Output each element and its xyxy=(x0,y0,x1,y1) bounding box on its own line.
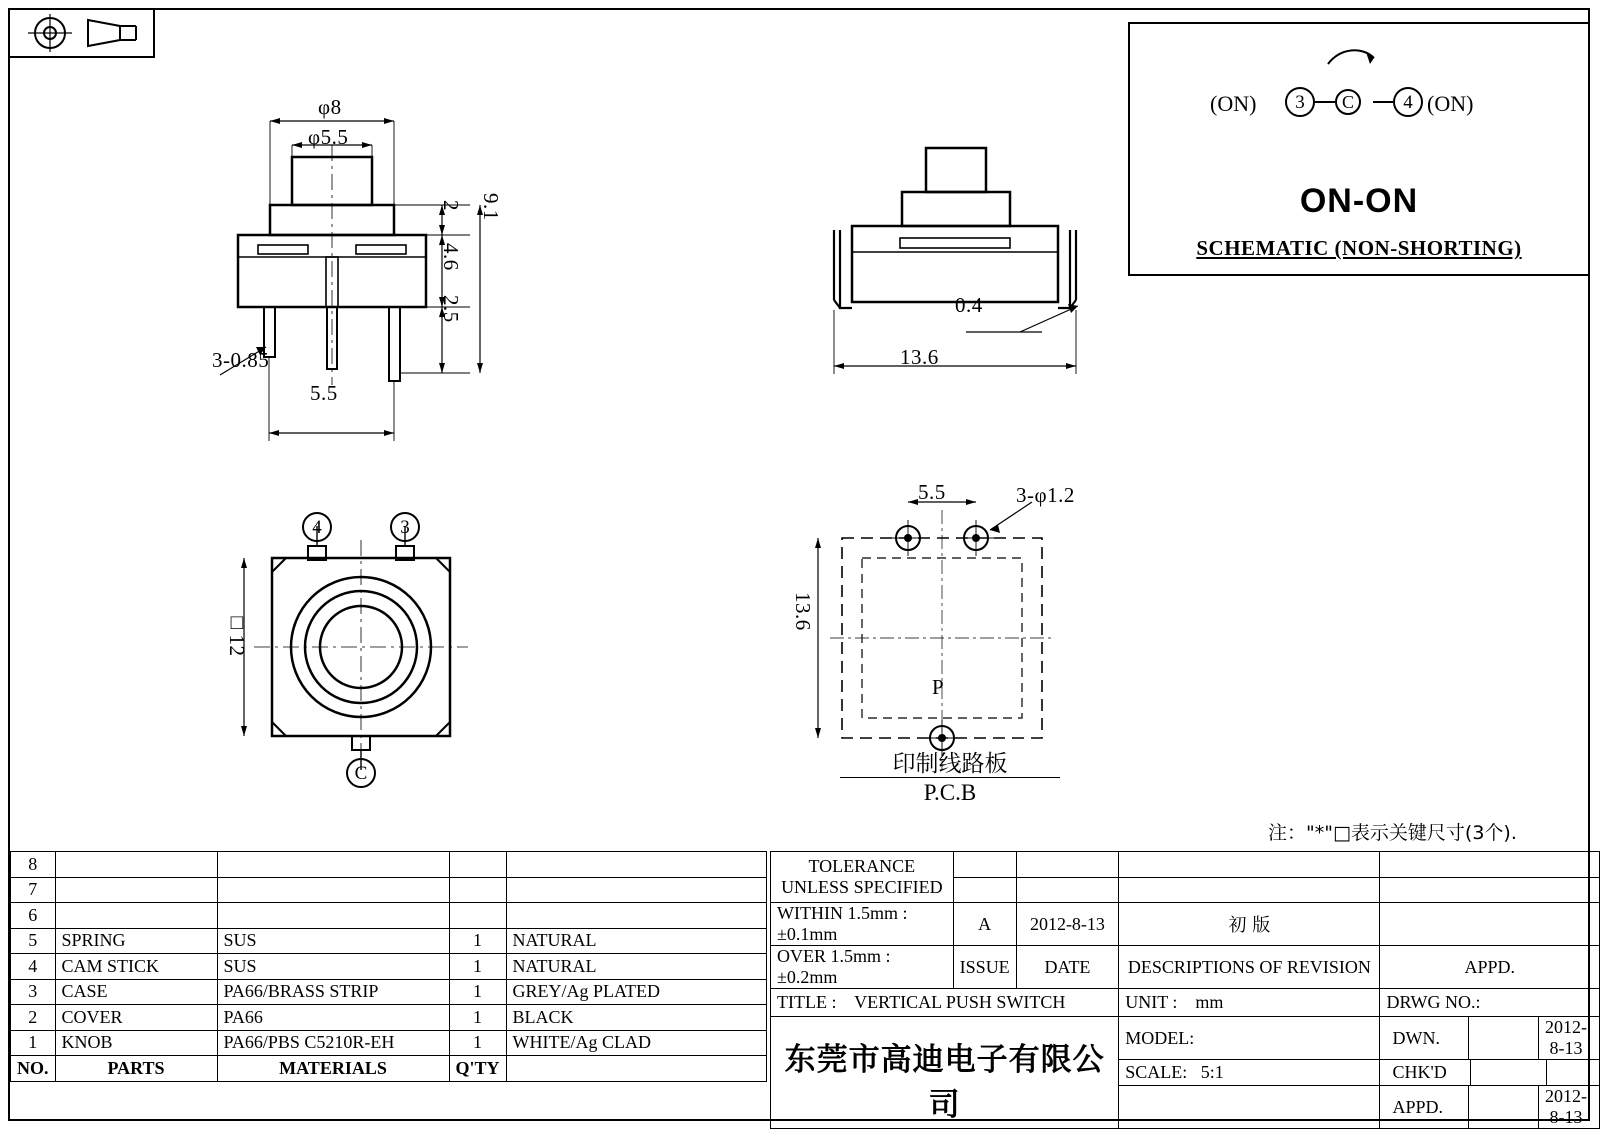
bom-parts: CAM STICK xyxy=(55,954,217,980)
schematic-mode-label: ON-ON xyxy=(1299,182,1419,220)
bom-qty: 1 xyxy=(449,1030,506,1056)
bom-finish: NATURAL xyxy=(506,928,766,954)
schematic-terminal-c xyxy=(1335,89,1361,115)
bottom-view-terminal-c xyxy=(346,758,376,788)
dwn-label: DWN. xyxy=(1386,1017,1468,1059)
bom-parts xyxy=(55,852,217,878)
tolerance-heading xyxy=(771,852,954,903)
date-blank-2 xyxy=(1016,877,1119,903)
titleblock-row xyxy=(771,852,1600,878)
bom-no: 8 xyxy=(11,852,56,878)
bom-qty: 1 xyxy=(449,954,506,980)
date-value: 2012-8-13 xyxy=(1016,903,1119,946)
appd-blank-1 xyxy=(1380,852,1600,878)
titleblock-row xyxy=(771,946,1600,989)
bom-finish: BLACK xyxy=(506,1005,766,1031)
scale-value: 5:1 xyxy=(1200,1062,1224,1082)
front-dim-phi8: φ8 xyxy=(318,95,342,119)
bom-qty: 1 xyxy=(449,928,506,954)
bom-header-materials: MATERIALS xyxy=(217,1056,449,1082)
table-row xyxy=(11,979,767,1005)
bom-parts: CASE xyxy=(55,979,217,1005)
side-view-drawing xyxy=(790,130,1130,450)
table-row xyxy=(11,852,767,878)
dwn-date: 2012-8-13 xyxy=(1545,1017,1587,1058)
drwg-label: DRWG NO.: xyxy=(1386,992,1481,1012)
bom-qty: 1 xyxy=(449,1005,506,1031)
bom-parts xyxy=(55,903,217,929)
date-blank-1 xyxy=(1016,852,1119,878)
issue-label: ISSUE xyxy=(953,946,1016,989)
pcb-label-cn: 印制线路板 xyxy=(892,751,1008,777)
first-angle-projection-icon xyxy=(10,10,153,56)
tolerance-line1: TOLERANCE xyxy=(808,856,916,876)
schematic-terminal-4-label: 4 xyxy=(1403,92,1413,113)
bom-qty xyxy=(449,852,506,878)
bom-materials xyxy=(217,877,449,903)
dwn-row xyxy=(1380,1017,1600,1060)
issue-value: A xyxy=(953,903,1016,946)
date-label: DATE xyxy=(1016,946,1119,989)
bom-finish xyxy=(506,877,766,903)
pcb-dim-height: 13.6 xyxy=(791,592,815,631)
bom-materials: SUS xyxy=(217,928,449,954)
front-dim-phi55: φ5.5 xyxy=(308,125,349,149)
bom-materials: PA66/BRASS STRIP xyxy=(217,979,449,1005)
bottom-view-terminal-c-label: C xyxy=(354,763,368,784)
titleblock-row xyxy=(771,1017,1600,1060)
front-dim-9-1: 9.1 xyxy=(479,193,503,221)
bom-parts: KNOB xyxy=(55,1030,217,1056)
table-row xyxy=(11,928,767,954)
title-block-table xyxy=(770,851,1600,1129)
titleblock-row xyxy=(771,989,1600,1017)
table-row xyxy=(11,1030,767,1056)
title-label: TITLE : xyxy=(777,992,837,1012)
appd2-value xyxy=(1468,1086,1538,1128)
front-dim-2-5: 2.5 xyxy=(439,295,463,323)
revision-blank-1 xyxy=(1119,852,1380,878)
scale-label: SCALE: xyxy=(1125,1062,1188,1082)
dwn-value xyxy=(1468,1017,1538,1059)
unit-value: mm xyxy=(1195,992,1224,1012)
bottom-view-terminal-4 xyxy=(302,512,332,542)
bom-materials xyxy=(217,852,449,878)
bom-materials: PA66/PBS C5210R-EH xyxy=(217,1030,449,1056)
company-cell xyxy=(771,1017,1119,1129)
table-row xyxy=(11,1005,767,1031)
chkd-row xyxy=(1380,1060,1600,1086)
blank-below-scale xyxy=(1119,1086,1380,1129)
bom-header-finish xyxy=(506,1056,766,1082)
table-row xyxy=(11,954,767,980)
bom-header-qty: Q'TY xyxy=(449,1056,506,1082)
bom-no: 7 xyxy=(11,877,56,903)
schematic-symbol xyxy=(1130,24,1588,154)
tolerance-within: WITHIN 1.5mm : ±0.1mm xyxy=(771,903,954,946)
company-name: 东莞市高迪电子有限公司 xyxy=(784,1042,1105,1123)
front-dim-pins: 3-0.85 xyxy=(212,348,270,372)
schematic-terminal-4 xyxy=(1393,87,1423,117)
bom-qty: 1 xyxy=(449,979,506,1005)
bottom-view-terminal-3 xyxy=(390,512,420,542)
pcb-p-mark: P xyxy=(932,675,945,699)
bom-no: 5 xyxy=(11,928,56,954)
unit-cell xyxy=(1119,989,1380,1017)
bom-qty xyxy=(449,903,506,929)
revision-desc-label: DESCRIPTIONS OF REVISION xyxy=(1119,946,1380,989)
table-row xyxy=(11,903,767,929)
bom-table xyxy=(10,851,767,1082)
bom-parts: SPRING xyxy=(55,928,217,954)
bom-materials xyxy=(217,903,449,929)
chkd-date xyxy=(1546,1060,1593,1085)
model-cell xyxy=(1119,1017,1380,1060)
side-dim-0-4: 0.4 xyxy=(955,293,983,317)
pcb-dim-holes: 3-φ1.2 xyxy=(1016,483,1075,507)
bottom-dim-square12: □12 xyxy=(225,610,249,657)
schematic-box xyxy=(1128,22,1590,276)
unit-label: UNIT : xyxy=(1125,992,1178,1012)
schematic-right-on-label: (ON) xyxy=(1427,91,1474,116)
revision-blank-2 xyxy=(1119,877,1380,903)
schematic-caption: SCHEMATIC (NON-SHORTING) xyxy=(1196,236,1522,260)
bom-finish xyxy=(506,903,766,929)
tolerance-over: OVER 1.5mm : ±0.2mm xyxy=(771,946,954,989)
pcb-dim-pitch: 5.5 xyxy=(918,480,946,504)
appd-label: APPD. xyxy=(1380,946,1600,989)
bom-no: 3 xyxy=(11,979,56,1005)
schematic-left-on-label: (ON) xyxy=(1210,91,1257,116)
bom-finish: NATURAL xyxy=(506,954,766,980)
chkd-value xyxy=(1470,1060,1546,1085)
chkd-label: CHK'D xyxy=(1386,1060,1470,1085)
bom-no: 4 xyxy=(11,954,56,980)
bom-parts: COVER xyxy=(55,1005,217,1031)
issue-blank-1 xyxy=(953,852,1016,878)
bom-qty xyxy=(449,877,506,903)
title-cell xyxy=(771,989,1119,1017)
bom-no: 1 xyxy=(11,1030,56,1056)
bom-header-parts: PARTS xyxy=(55,1056,217,1082)
bom-finish: WHITE/Ag CLAD xyxy=(506,1030,766,1056)
front-dim-4-6: 4.6 xyxy=(439,243,463,271)
appd-date: 2012-8-13 xyxy=(1545,1086,1587,1127)
appd-value xyxy=(1380,903,1600,946)
bom-no: 6 xyxy=(11,903,56,929)
projection-symbol-box xyxy=(10,10,155,58)
issue-blank-2 xyxy=(953,877,1016,903)
appd-row xyxy=(1380,1086,1600,1129)
bom-finish xyxy=(506,852,766,878)
bottom-view-terminal-3-label: 3 xyxy=(400,517,410,538)
drwg-cell xyxy=(1380,989,1600,1017)
bom-parts xyxy=(55,877,217,903)
title-value: VERTICAL PUSH SWITCH xyxy=(854,992,1066,1012)
schematic-terminal-3 xyxy=(1285,87,1315,117)
side-dim-13-6: 13.6 xyxy=(900,345,939,369)
front-dim-2: 2 xyxy=(439,200,463,211)
pcb-label-en: P.C.B xyxy=(840,777,1060,806)
titleblock-row xyxy=(771,903,1600,946)
schematic-terminal-c-label: C xyxy=(1341,92,1354,112)
bom-finish: GREY/Ag PLATED xyxy=(506,979,766,1005)
schematic-terminal-3-label: 3 xyxy=(1295,92,1305,113)
bottom-view-terminal-4-label: 4 xyxy=(312,517,322,538)
appd-blank-2 xyxy=(1380,877,1600,903)
bottom-view-drawing xyxy=(210,500,550,830)
table-header-row xyxy=(11,1056,767,1082)
scale-cell xyxy=(1119,1060,1380,1086)
appd2-label: APPD. xyxy=(1386,1086,1468,1128)
bom-no: 2 xyxy=(11,1005,56,1031)
bom-materials: PA66 xyxy=(217,1005,449,1031)
bom-materials: SUS xyxy=(217,954,449,980)
revision-value: 初 版 xyxy=(1119,903,1380,946)
front-dim-pitch: 5.5 xyxy=(310,381,338,405)
tolerance-line2: UNLESS SPECIFIED xyxy=(781,877,943,897)
table-row xyxy=(11,877,767,903)
bom-header-no: NO. xyxy=(11,1056,56,1082)
key-dimension-note: 注："*"□表示关键尺寸(3个). xyxy=(1268,822,1517,844)
model-label: MODEL: xyxy=(1125,1027,1195,1048)
